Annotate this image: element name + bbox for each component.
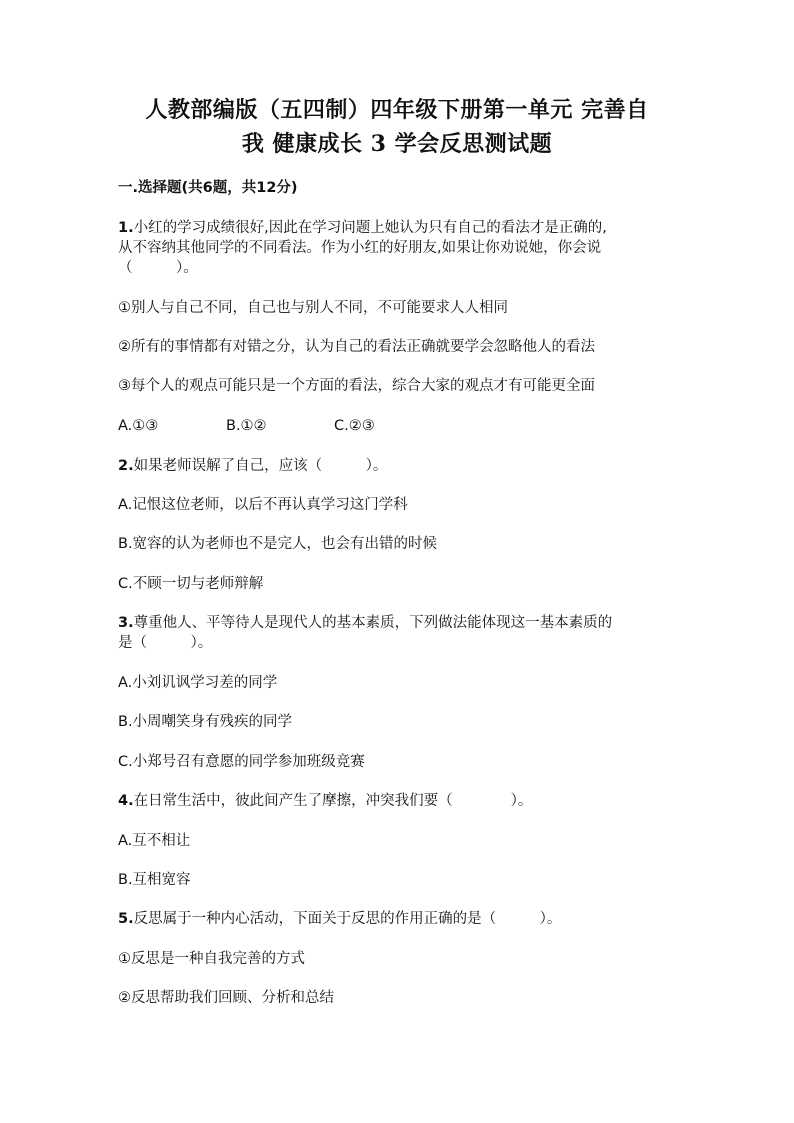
question-number: 3. — [118, 615, 134, 631]
option-a: A.①③ — [118, 418, 159, 434]
question-number: 2. — [118, 458, 134, 474]
page-title — [120, 93, 674, 161]
title-line-2: 我 健康成长 3 学会反思测试题 — [241, 131, 553, 157]
option-a: A.小刘讥讽学习差的同学 — [118, 675, 278, 691]
question-text: 是（ ）。 — [118, 635, 213, 651]
section-heading: 一.选择题(共6题，共12分) — [118, 180, 298, 196]
question-3 — [118, 613, 678, 653]
question-number: 1. — [118, 220, 134, 236]
title-line-1: 人教部编版（五四制）四年级下册第一单元 完善自 — [145, 97, 649, 123]
option-c: C.小郑号召有意愿的同学参加班级竞赛 — [118, 754, 365, 770]
question-number: 4. — [118, 793, 134, 809]
question-text: （ ）。 — [118, 260, 198, 276]
question-1 — [118, 218, 678, 278]
question-text: 小红的学习成绩很好,因此在学习问题上她认为只有自己的看法才是正确的, — [133, 220, 607, 236]
question-text: 如果老师误解了自己，应该（ ）。 — [133, 458, 388, 474]
question-text: 尊重他人、平等待人是现代人的基本素质，下列做法能体现这一基本素质的 — [133, 615, 613, 631]
statement-item: ①别人与自己不同，自己也与别人不同，不可能要求人人相同 — [118, 300, 508, 316]
question-text: 从不容纳其他同学的不同看法。作为小红的好朋友,如果让你劝说她，你会说 — [118, 240, 602, 256]
option-b: B.互相宽容 — [118, 872, 191, 888]
question-4 — [118, 791, 678, 811]
statement-item: ②所有的事情都有对错之分，认为自己的看法正确就要学会忽略他人的看法 — [118, 339, 595, 355]
question-text: 反思属于一种内心活动，下面关于反思的作用正确的是（ ）。 — [133, 911, 562, 927]
question-text: 在日常生活中，彼此间产生了摩擦，冲突我们要（ ）。 — [133, 793, 533, 809]
option-a: A.互不相让 — [118, 833, 191, 849]
option-c: C.不顾一切与老师辩解 — [118, 576, 264, 592]
question-5 — [118, 909, 678, 929]
statement-item: ②反思帮助我们回顾、分析和总结 — [118, 990, 334, 1006]
option-b: B.宽容的认为老师也不是完人，也会有出错的时候 — [118, 536, 438, 552]
question-2 — [118, 456, 678, 476]
option-b: B.小周嘲笑身有残疾的同学 — [118, 714, 293, 730]
statement-item: ①反思是一种自我完善的方式 — [118, 951, 305, 967]
option-a: A.记恨这位老师，以后不再认真学习这门学科 — [118, 497, 408, 513]
option-c: C.②③ — [334, 418, 375, 434]
option-b: B.①② — [226, 418, 267, 434]
question-number: 5. — [118, 911, 134, 927]
statement-item: ③每个人的观点可能只是一个方面的看法，综合大家的观点才有可能更全面 — [118, 378, 595, 394]
option-row — [118, 416, 678, 436]
